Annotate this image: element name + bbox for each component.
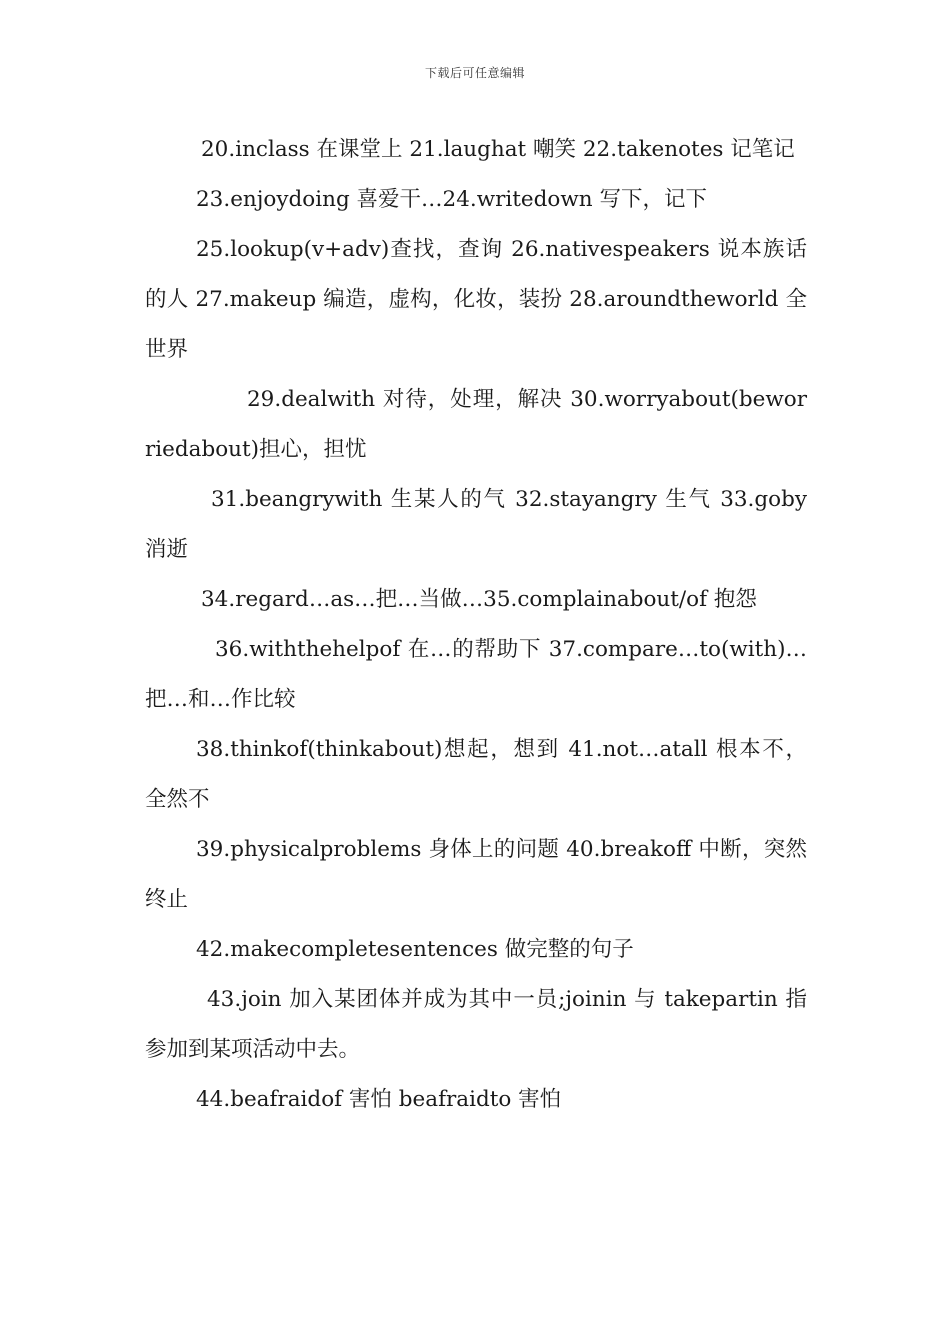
vocab-paragraph-29-30: 29.dealwith 对待，处理，解决 30.worryabout(beworriedabout)担心，担忧	[145, 387, 807, 462]
vocab-paragraph-44: 44.beafraidof 害怕 beafraidto 害怕	[196, 1087, 562, 1112]
vocab-paragraph-43: 43.join 加入某团体并成为其中一员;joinin 与 takepartin 指参加到某项活动中去。	[145, 987, 807, 1062]
vocab-paragraph-42: 42.makecompletesentences 做完整的句子	[196, 937, 634, 962]
page-header: 下载后可任意编辑	[424, 66, 525, 80]
document-body	[145, 125, 807, 1125]
vocab-paragraph-39-40: 39.physicalproblems 身体上的问题 40.breakoff 中断，突然终止	[145, 837, 807, 912]
vocab-paragraph-31-33: 31.beangrywith 生某人的气 32.stayangry 生气 33.goby 消逝	[145, 487, 807, 562]
vocab-paragraph-20-22: 20.inclass 在课堂上 21.laughat 嘲笑 22.takenotes 记笔记	[201, 137, 795, 162]
vocab-paragraph-36-37: 36.withthehelpof 在…的帮助下 37.compare…to(with)…把…和…作比较	[145, 637, 807, 712]
vocab-paragraph-23-24: 23.enjoydoing 喜爱干…24.writedown 写下，记下	[196, 187, 707, 212]
vocab-paragraph-25-28: 25.lookup(v+adv)查找，查询 26.nativespeakers 说本族话的人 27.makeup 编造，虚构，化妆，装扮 28.aroundtheworld 全世界	[145, 237, 807, 362]
vocab-paragraph-34-35: 34.regard…as…把…当做…35.complainabout/of 抱怨	[201, 587, 757, 612]
vocab-paragraph-38-41: 38.thinkof(thinkabout)想起，想到 41.not…atall 根本不，全然不	[145, 737, 807, 812]
